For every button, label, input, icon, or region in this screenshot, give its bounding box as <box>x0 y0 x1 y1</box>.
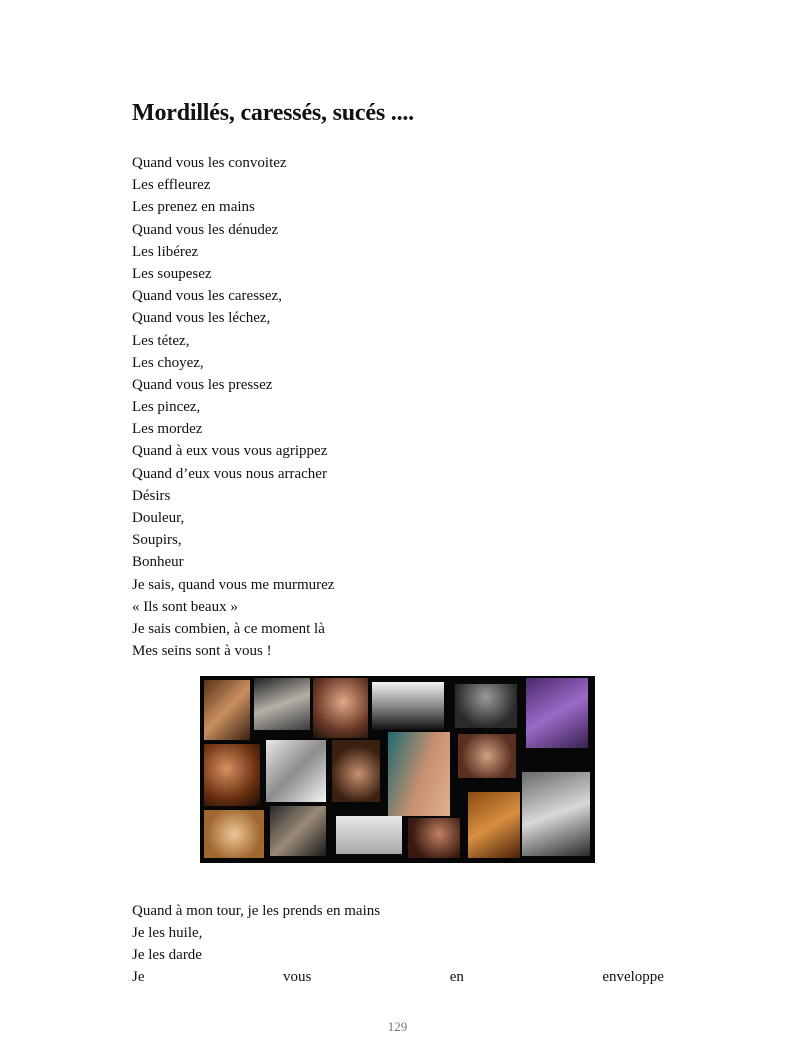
collage-tile <box>468 792 520 858</box>
poem-line: « Ils sont beaux » <box>132 598 238 615</box>
poem-line: Soupirs, <box>132 532 182 549</box>
poem-line: Désirs <box>132 487 171 504</box>
poem-line: Quand à eux vous vous agrippez <box>132 443 328 460</box>
poem-line: Je sais, quand vous me murmurez <box>132 576 335 593</box>
photo-collage <box>200 676 595 863</box>
poem-line: Les tétez, <box>132 332 190 349</box>
poem-line: Mes seins sont à vous ! <box>132 643 272 660</box>
poem-word: enveloppe <box>602 969 664 985</box>
collage-tile <box>266 740 326 802</box>
collage-tile <box>313 678 368 738</box>
poem-line: Quand vous les convoitez <box>132 155 287 171</box>
collage-tile <box>336 816 402 854</box>
collage-tile <box>204 680 250 740</box>
collage-tile <box>372 682 444 730</box>
collage-tile <box>408 818 460 858</box>
poem-stanza-1 <box>132 152 334 662</box>
poem-line: Les prenez en mains <box>132 199 255 216</box>
poem-line: Je les darde <box>132 947 202 964</box>
page-number: 129 <box>387 1019 408 1034</box>
collage-tile <box>522 772 590 856</box>
poem-line: Les choyez, <box>132 354 204 371</box>
collage-tile <box>332 740 380 802</box>
collage-tile <box>388 732 450 816</box>
poem-line: Quand d’eux vous nous arracher <box>132 465 327 482</box>
poem-line: Quand vous les léchez, <box>132 310 271 327</box>
poem-line: Les soupesez <box>132 265 212 282</box>
poem-line: Quand vous les dénudez <box>132 221 279 238</box>
poem-line: Douleur, <box>132 510 185 526</box>
collage-tile <box>455 684 517 728</box>
poem-line: Quand vous les pressez <box>132 376 273 393</box>
poem-line: Bonheur <box>132 554 184 571</box>
poem-word: Je <box>132 969 145 985</box>
poem-line: Les pincez, <box>132 399 201 416</box>
poem-word: en <box>449 969 464 985</box>
collage-tile <box>254 678 310 730</box>
poem-line: Quand à mon tour, je les prends en mains <box>132 903 381 919</box>
justified-poem-line <box>132 966 664 988</box>
poem-title: Mordillés, caressés, sucés .... <box>132 100 414 126</box>
collage-tile <box>270 806 326 856</box>
collage-tile <box>458 734 516 778</box>
poem-line: Je les huile, <box>132 925 203 942</box>
poem-line: Les mordez <box>132 421 203 438</box>
poem-stanza-2 <box>132 900 380 967</box>
poem-line: Quand vous les caressez, <box>132 288 282 305</box>
poem-line: Les effleurez <box>132 177 211 194</box>
poem-word: vous <box>282 969 312 985</box>
collage-tile <box>526 678 588 748</box>
collage-tile <box>204 744 260 806</box>
poem-line: Les libérez <box>132 243 199 260</box>
collage-tile <box>204 810 264 858</box>
poem-line: Je sais combien, à ce moment là <box>132 620 325 637</box>
